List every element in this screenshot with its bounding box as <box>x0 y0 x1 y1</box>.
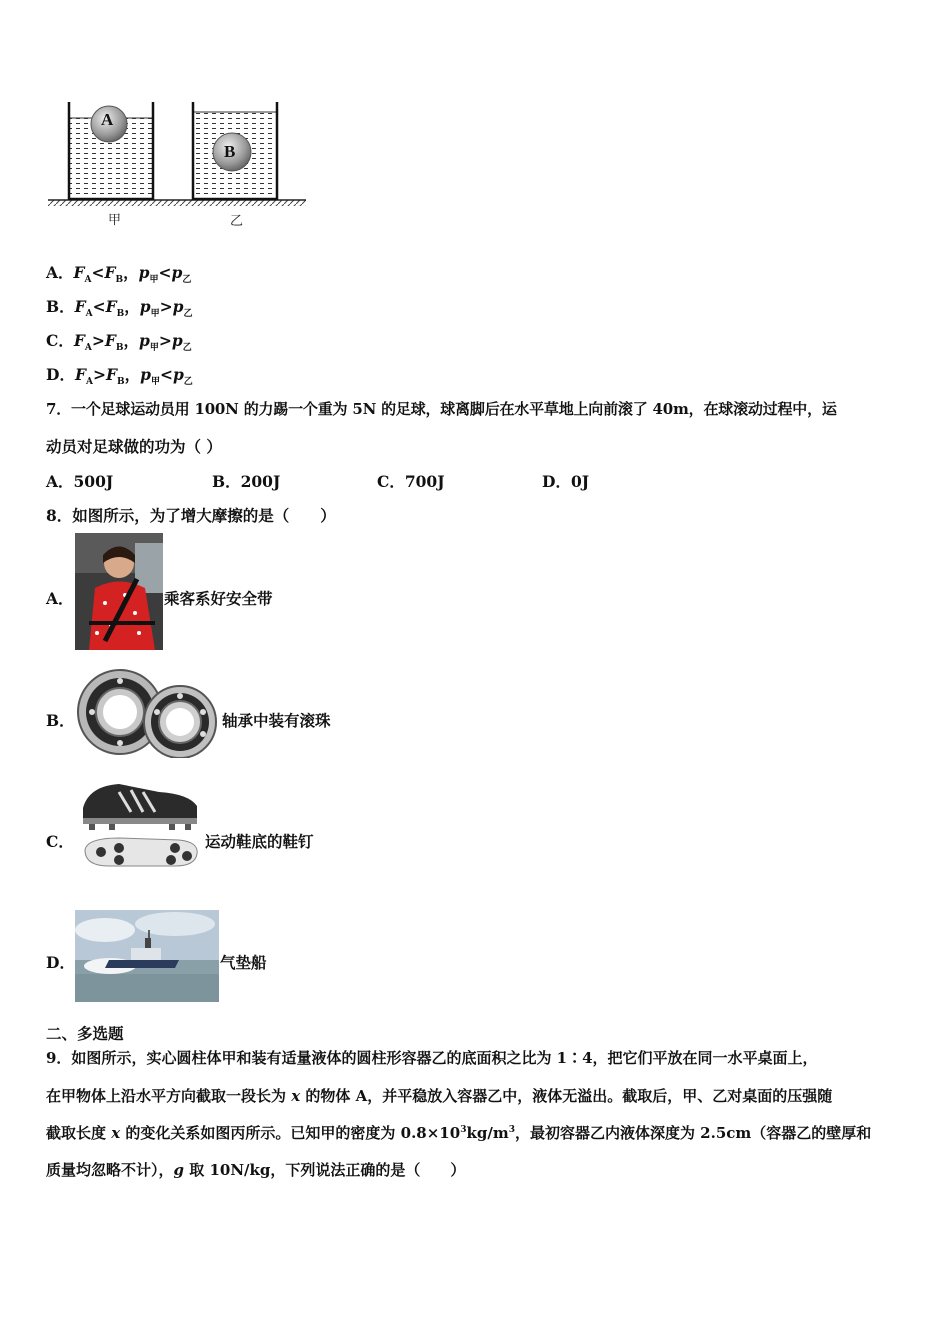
q6-option-b: B．$F_A<F_B$，$p_甲>p_乙$ <box>46 297 193 320</box>
q8-option-d-letter: D． <box>46 953 75 972</box>
q8-option-a-text: 乘客系好安全带 <box>164 589 273 608</box>
container-left-label: 甲 <box>108 212 122 227</box>
ball-a-label: A <box>101 110 114 129</box>
q9-line-2: 在甲物体上沿水平方向截取一段长为 x 的物体 A，并平稳放入容器乙中，液体无溢出。截取后，甲、乙对桌面的压强随 <box>46 1087 833 1105</box>
seatbelt-photo <box>75 533 163 650</box>
ball-b-label: B <box>224 142 236 161</box>
q7-option-d: D．0J <box>542 472 590 491</box>
q6-option-a: A．$F_A<F_B$，$p_甲<p_乙$ <box>46 263 192 286</box>
q8-option-b-text: 轴承中装有滚珠 <box>222 711 331 730</box>
q9-line-3: 截取长度 x 的变化关系如图丙所示。已知甲的密度为 $0.8\times 10^3kg/m^3$，最初容器乙内液体深度为 2.5cm（容器乙的壁厚和 <box>46 1124 872 1142</box>
q8-stem: 8．如图所示，为了增大摩擦的是（ ） <box>46 506 336 525</box>
q8-option-b-letter: B． <box>46 711 75 730</box>
bearings-photo <box>75 668 220 758</box>
section-2-heading: 二、多选题 <box>46 1024 124 1043</box>
q8-option-c-text: 运动鞋底的鞋钉 <box>205 832 314 851</box>
q8-option-a-letter: A． <box>46 589 74 608</box>
q9-line-4: 质量均忽略不计），g 取 10N/kg，下列说法正确的是（ ） <box>46 1161 466 1179</box>
container-right-label: 乙 <box>230 213 244 228</box>
q9-line-1: 9．如图所示，实心圆柱体甲和装有适量液体的圆柱形容器乙的底面积之比为 1∶4，把它们平放在同一水平桌面上， <box>46 1049 818 1067</box>
containers-figure <box>44 96 314 231</box>
q7-option-c: C．700J <box>377 472 445 491</box>
q8-option-c-letter: C． <box>46 832 74 851</box>
q7-option-a: A．500J <box>46 472 114 491</box>
q7-line-1: 7．一个足球运动员用 100N 的力踢一个重为 5N 的足球，球离脚后在水平草地上向前滚了 40m，在球滚动过程中，运 <box>46 400 837 418</box>
q6-option-c: C．$F_A>F_B$，$p_甲>p_乙$ <box>46 331 192 354</box>
q8-option-d-text: 气垫船 <box>220 953 267 972</box>
q7-line-2: 动员对足球做的功为（ ） <box>46 437 222 456</box>
hovercraft-photo <box>75 910 219 1002</box>
q6-option-d: D．$F_A>F_B$，$p_甲<p_乙$ <box>46 365 193 388</box>
ground-hatch <box>48 200 306 206</box>
cleats-photo <box>79 778 203 876</box>
q7-option-b: B．200J <box>212 472 281 491</box>
